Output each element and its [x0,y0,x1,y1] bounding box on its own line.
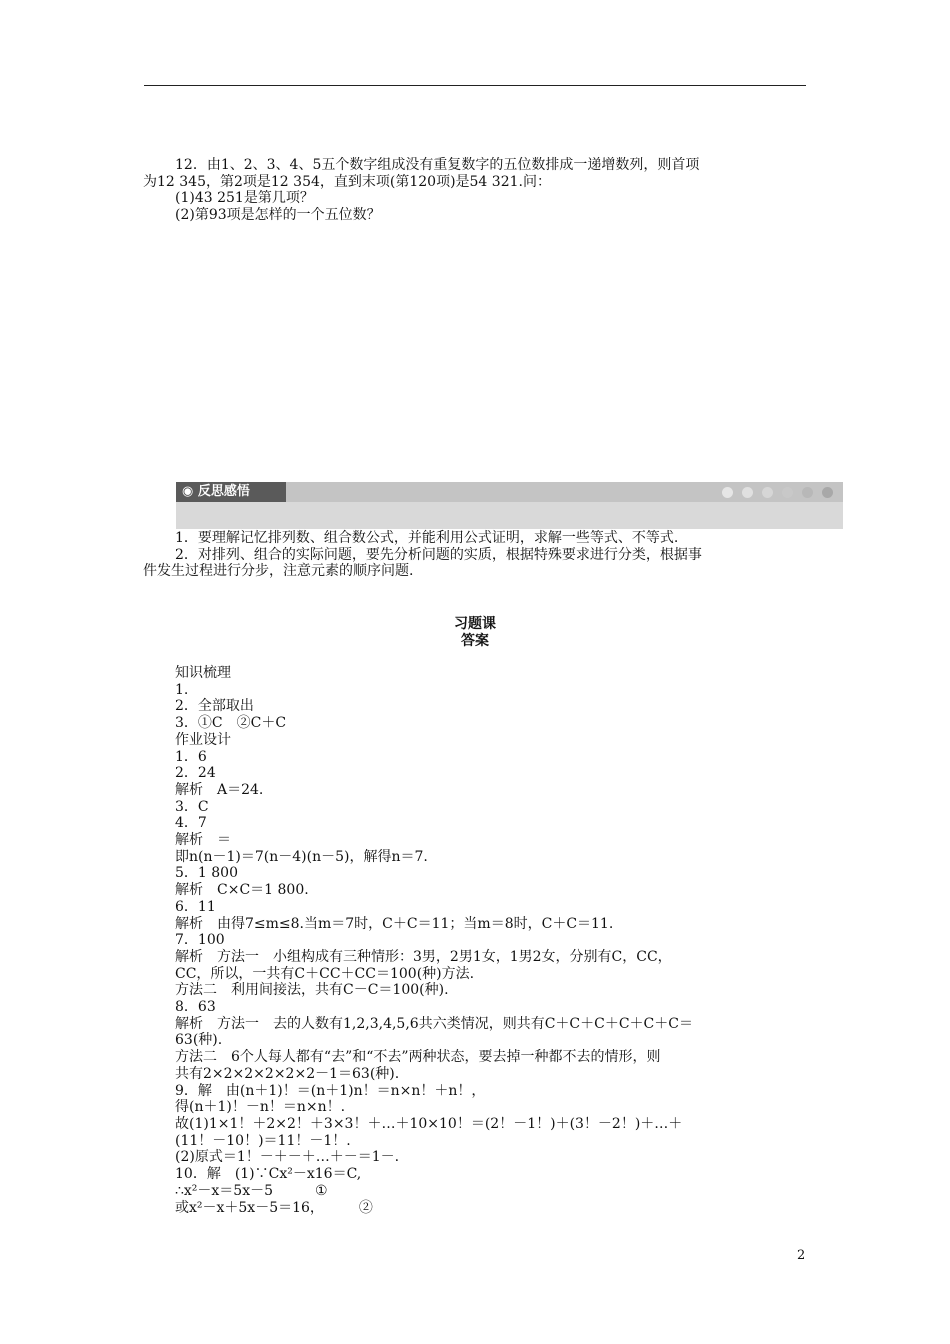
answer-line: (11！－10！)＝11！－1！. [175,1132,351,1149]
answer-line: 63(种). [175,1032,223,1049]
answer-line: 知识梳理 [175,665,231,681]
reflection-line: 件发生过程进行分步，注意元素的顺序问题. [143,563,414,579]
answer-line: 8．63 [175,999,216,1016]
problem-line: (2)第93项是怎样的一个五位数？ [175,206,381,223]
problem-line: 为12 345，第2项是12 354，直到末项(第120项)是54 321.问： [143,173,551,190]
answer-line: 得(n＋1)！－n！＝n×n！. [175,1099,346,1116]
answer-line: 解析 A＝24. [175,781,264,798]
reflection-line: 1．要理解记忆排列数、组合数公式，并能利用公式证明，求解一些等式、不等式. [175,530,679,546]
answer-line: 10．解 (1)∵Cx²－x16＝C, [175,1166,362,1183]
decorative-dot [782,487,793,498]
answer-line: (2)原式＝1！－＋－＋…＋－＝1－. [175,1149,400,1166]
answer-line: 方法二 6个人每人都有“去”和“不去”两种状态，要去掉一种都不去的情形，则 [175,1049,661,1066]
answer-line: 4．7 [175,815,207,832]
reflection-text [143,530,815,580]
section-subtitle: 答案 [461,633,489,649]
answer-line: 即n(n－1)＝7(n－4)(n－5)，解得n＝7. [175,848,428,865]
problem-line: (1)43 251是第几项？ [175,190,314,206]
answer-line: 2．24 [175,765,216,782]
answer-line: 作业设计 [175,731,231,748]
answers-body [175,665,815,1216]
answer-line: 9．解 由(n＋1)！＝(n＋1)n！＝n×n！＋n！， [175,1082,486,1099]
page-number: 2 [797,1248,806,1263]
decorative-dot [742,487,753,498]
answer-line: 1．6 [175,748,207,765]
answer-line: 或x²－x＋5x－5＝16， ② [175,1199,373,1216]
reflection-header: ◉ 反思感悟 [176,482,286,502]
answer-line: 故(1)1×1！＋2×2！＋3×3！＋…＋10×10！＝(2！－1！)＋(3！－2！)＋…＋ [175,1115,683,1132]
problem-12 [143,157,815,223]
decorative-dot [822,487,833,498]
answer-line: 解析 方法一 去的人数有1,2,3,4,5,6共六类情况，则共有C＋C＋C＋C＋C＋C＝ [175,1015,693,1032]
answer-line: 解析 由得7≤m≤8.当m＝7时，C＋C＝11；当m＝8时，C＋C＝11. [175,915,614,932]
answer-line: 方法二 利用间接法，共有C－C＝100(种). [175,982,449,999]
decorative-dot [762,487,773,498]
problem-line: 12．由1、2、3、4、5五个数字组成没有重复数字的五位数排成一递增数列，则首项 [175,157,700,173]
answer-line: 解析 C×C＝1 800. [175,882,309,899]
answer-line: 5．1 800 [175,865,238,882]
answer-line: 2．全部取出 [175,698,254,715]
reflection-line: 2．对排列、组合的实际问题，要先分析问题的实质，根据特殊要求进行分类，根据事 [175,546,702,563]
banner-dots [722,487,833,498]
section-title: 习题课 [454,616,496,632]
answer-line: ∴x²－x＝5x－5 ① [175,1182,328,1199]
answer-line: 6．11 [175,898,216,915]
answer-line: 7．100 [175,932,225,949]
header-rule [144,85,806,86]
answer-line: 3．C [175,798,209,815]
decorative-dot [722,487,733,498]
answer-line: 1. [175,681,189,698]
answer-line: 3．①C ②C＋C [175,715,287,732]
answer-line: 解析 方法一 小组构成有三种情形：3男，2男1女，1男2女，分别有C，CC， [175,948,672,965]
reflection-banner [176,482,843,529]
answer-line: CC，所以，一共有C＋CC＋CC＝100(种)方法. [175,965,475,982]
decorative-dot [802,487,813,498]
answer-line: 共有2×2×2×2×2×2－1＝63(种). [175,1065,400,1082]
answer-line: 解析 ＝ [175,832,231,849]
